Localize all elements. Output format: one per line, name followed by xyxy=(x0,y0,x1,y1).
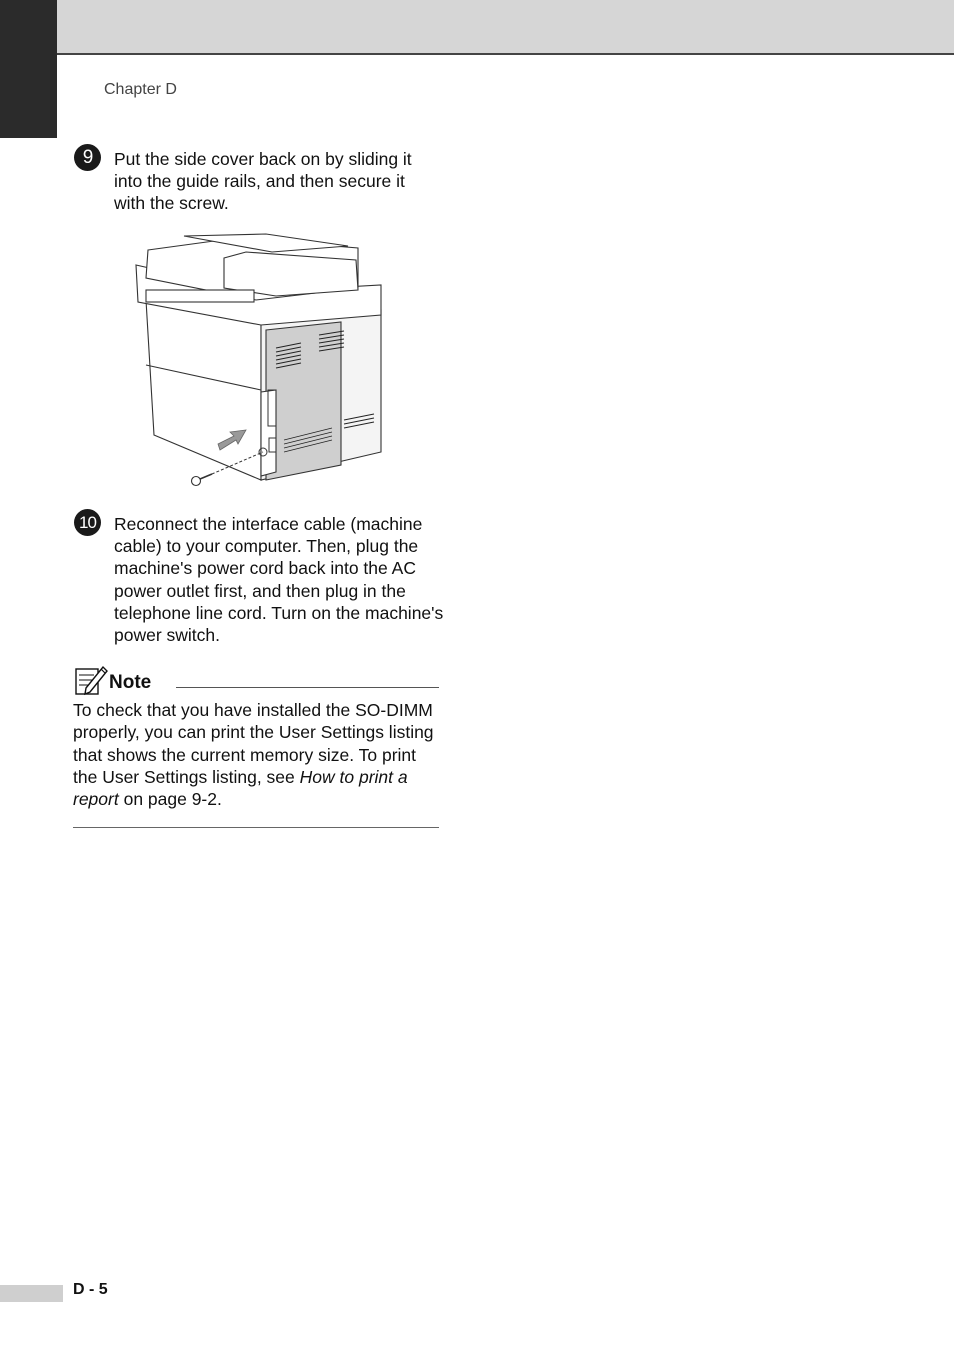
step-number-9: 9 xyxy=(74,144,101,171)
note-body xyxy=(73,699,443,810)
step-10-text: Reconnect the interface cable (machine cable) to your computer. Then, plug the machine's power cord back into the AC power outlet first, and then plug in the telephone line cord. Turn on the machine's power switch. xyxy=(114,514,444,646)
step-number-10: 10 xyxy=(74,509,101,536)
pencil-note-icon xyxy=(74,664,108,696)
header-bar xyxy=(0,0,954,55)
note-body-text: To check that you have installed the SO-DIMM properly, you can print the User Settings listing that shows the current memory size. To print the User Settings listing, see xyxy=(73,700,434,787)
step-9-text: Put the side cover back on by sliding it into the guide rails, and then secure it with the screw. xyxy=(114,149,412,214)
chapter-side-tab xyxy=(0,0,57,138)
note-title: Note xyxy=(109,672,152,693)
note-divider xyxy=(176,687,439,688)
report-reference: How to print a report xyxy=(73,766,408,810)
page-number: D - 5 xyxy=(73,1281,108,1298)
machine-rear-illustration xyxy=(126,230,386,492)
note-end-rule xyxy=(73,827,439,828)
footer-bar xyxy=(0,1285,63,1302)
note-body-page-ref: on page 9-2. xyxy=(118,789,222,810)
chapter-label: Chapter D xyxy=(104,81,177,98)
note-header xyxy=(74,664,440,696)
